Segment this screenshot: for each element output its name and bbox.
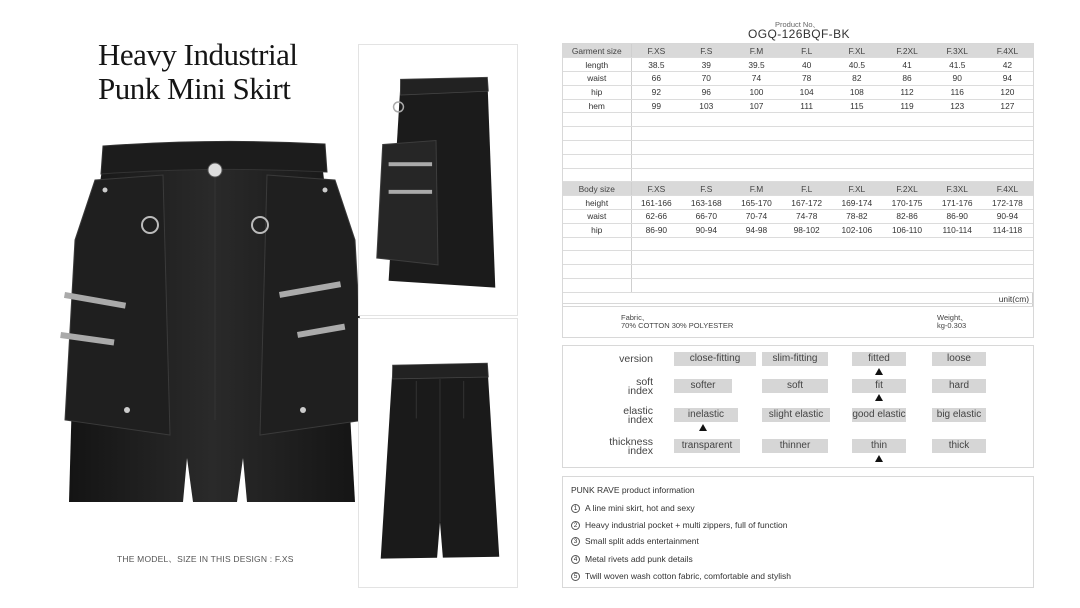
table-cell: 41 [882, 58, 932, 72]
selected-arrow-icon [699, 424, 707, 431]
table-cell: 116 [932, 85, 982, 99]
product-title [98, 38, 338, 106]
table-cell: 112 [882, 85, 932, 99]
fabric-value: 70% COTTON 30% POLYESTER [621, 321, 734, 330]
table-cell: 70-74 [731, 210, 781, 224]
table-cell: 127 [982, 99, 1032, 113]
model-size-note: THE MODEL、SIZE IN THIS DESIGN : F.XS [117, 554, 294, 564]
table-cell: 92 [631, 85, 681, 99]
table-cell: 111 [782, 99, 832, 113]
table-cell: waist [563, 72, 631, 86]
empty-row [563, 141, 1033, 155]
attr-label-soft: soft index [627, 376, 653, 397]
table-row [563, 223, 1033, 237]
table-cell: 102-106 [832, 223, 882, 237]
table-cell: 82 [832, 72, 882, 86]
info-title: PUNK RAVE product information [571, 485, 695, 495]
table-header-cell: F.4XL [982, 182, 1032, 196]
table-cell: 94-98 [731, 223, 781, 237]
table-header-cell: F.2XL [882, 44, 932, 58]
table-cell: hip [563, 85, 631, 99]
body-header-row [563, 182, 1033, 196]
table-cell: 62-66 [631, 210, 681, 224]
table-header-cell: F.M [731, 44, 781, 58]
garment-size-table [563, 44, 1033, 306]
list-item [571, 571, 791, 581]
table-header-cell: F.L [782, 44, 832, 58]
table-header-cell: F.L [782, 182, 832, 196]
table-cell: 167-172 [782, 196, 832, 210]
table-cell: 110-114 [932, 223, 982, 237]
table-cell: 42 [982, 58, 1032, 72]
attr-option: slight elastic [762, 408, 830, 422]
table-cell: 165-170 [731, 196, 781, 210]
table-cell: length [563, 58, 631, 72]
table-row [563, 210, 1033, 224]
info-item-text: Heavy industrial pocket + multi zippers, full of function [585, 520, 788, 530]
attr-option: transparent [674, 439, 740, 453]
garment-header-row [563, 44, 1033, 58]
skirt-side-image [359, 45, 517, 315]
list-item [571, 520, 787, 530]
table-header-cell: F.XS [631, 44, 681, 58]
table-cell: 78-82 [832, 210, 882, 224]
table-header-cell: F.4XL [982, 44, 1032, 58]
table-cell: 96 [681, 85, 731, 99]
number-circle-icon: 3 [571, 537, 580, 546]
table-header-cell: F.M [731, 182, 781, 196]
table-cell: 82-86 [882, 210, 932, 224]
table-cell: 41.5 [932, 58, 982, 72]
table-cell: 163-168 [681, 196, 731, 210]
table-cell: 99 [631, 99, 681, 113]
table-cell: 171-176 [932, 196, 982, 210]
weight-value: kg-0.303 [937, 321, 967, 330]
attr-option: big elastic [932, 408, 986, 422]
info-item-text: A line mini skirt, hot and sexy [585, 503, 695, 513]
table-cell: 86-90 [932, 210, 982, 224]
table-header-cell: F.XL [832, 182, 882, 196]
table-row [563, 196, 1033, 210]
table-cell: 86 [882, 72, 932, 86]
table-header-cell: Garment size [563, 44, 631, 58]
empty-row [563, 251, 1033, 265]
number-circle-icon: 2 [571, 521, 580, 530]
attribute-indices [562, 345, 1034, 468]
table-cell: hip [563, 223, 631, 237]
product-info [562, 476, 1034, 588]
table-cell: 40 [782, 58, 832, 72]
attr-option: good elastic [852, 409, 906, 420]
table-cell: 39.5 [731, 58, 781, 72]
table-row [563, 72, 1033, 86]
table-header-cell: F.XL [832, 44, 882, 58]
attr-option-selected: thin [852, 439, 906, 453]
table-header-cell: F.3XL [932, 182, 982, 196]
attr-option: hard [932, 379, 986, 393]
list-item [571, 503, 695, 513]
table-cell: 100 [731, 85, 781, 99]
table-cell: 90-94 [982, 210, 1032, 224]
attr-option-selected: fitted [852, 352, 906, 366]
title-line-2: Punk Mini Skirt [98, 71, 291, 106]
table-cell: 39 [681, 58, 731, 72]
table-cell: 66-70 [681, 210, 731, 224]
empty-row [563, 237, 1033, 251]
unit-label: unit(cm) [563, 292, 1033, 306]
table-cell: 172-178 [982, 196, 1032, 210]
table-cell: 120 [982, 85, 1032, 99]
empty-row [563, 127, 1033, 141]
info-item-text: Small split adds entertainment [585, 536, 699, 546]
number-circle-icon: 5 [571, 572, 580, 581]
table-cell: 114-118 [982, 223, 1032, 237]
table-cell: 106-110 [882, 223, 932, 237]
table-cell: height [563, 196, 631, 210]
table-cell: 104 [782, 85, 832, 99]
table-cell: 98-102 [782, 223, 832, 237]
table-cell: 70 [681, 72, 731, 86]
table-cell: 78 [782, 72, 832, 86]
attr-option: close-fitting [674, 352, 756, 366]
table-cell: 169-174 [832, 196, 882, 210]
table-cell: 38.5 [631, 58, 681, 72]
fabric-info [562, 303, 1034, 338]
attr-option-selected: inelastic [674, 408, 738, 422]
info-item-text: Metal rivets add punk details [585, 554, 693, 564]
table-cell: 119 [882, 99, 932, 113]
table-header-cell: F.S [681, 182, 731, 196]
side-view-panel [358, 44, 518, 316]
attr-option: slim-fitting [762, 352, 828, 366]
table-row [563, 58, 1033, 72]
empty-row [563, 265, 1033, 279]
table-cell: waist [563, 210, 631, 224]
table-cell: 103 [681, 99, 731, 113]
number-circle-icon: 4 [571, 555, 580, 564]
table-cell: 86-90 [631, 223, 681, 237]
product-number-label: Product No、 [775, 20, 821, 29]
table-cell: 123 [932, 99, 982, 113]
list-item [571, 536, 699, 546]
attr-option: thick [932, 439, 986, 453]
table-cell: 161-166 [631, 196, 681, 210]
table-cell: 74-78 [782, 210, 832, 224]
fabric-label: Fabric、 [621, 313, 650, 322]
selected-arrow-icon [875, 368, 883, 375]
back-view-panel [358, 318, 518, 588]
table-cell: 170-175 [882, 196, 932, 210]
product-number: OGQ-126BQF-BK [748, 27, 850, 41]
table-header-cell: F.2XL [882, 182, 932, 196]
attr-label-version: version [619, 353, 653, 365]
title-line-1: Heavy Industrial [98, 37, 298, 72]
table-cell: 90 [932, 72, 982, 86]
selected-arrow-icon [875, 455, 883, 462]
attr-option: softer [674, 379, 732, 393]
attr-option-selected: fit [852, 379, 906, 393]
attr-label-thickness: thickness index [609, 436, 653, 457]
table-header-cell: F.XS [631, 182, 681, 196]
weight-label: Weight、 [937, 313, 968, 322]
skirt-front-image [55, 120, 375, 532]
attr-label-elastic: elastic index [623, 405, 653, 426]
number-circle-icon: 1 [571, 504, 580, 513]
info-item-text: Twill woven wash cotton fabric, comfortable and stylish [585, 571, 791, 581]
empty-row [563, 168, 1033, 182]
table-cell: 40.5 [832, 58, 882, 72]
table-cell: 108 [832, 85, 882, 99]
attr-option: loose [932, 352, 986, 366]
table-cell: 66 [631, 72, 681, 86]
empty-row [563, 279, 1033, 293]
table-header-cell: F.3XL [932, 44, 982, 58]
table-cell: hem [563, 99, 631, 113]
table-header-cell: Body size [563, 182, 631, 196]
table-header-cell: F.S [681, 44, 731, 58]
selected-arrow-icon [875, 394, 883, 401]
table-row [563, 85, 1033, 99]
empty-row [563, 113, 1033, 127]
table-cell: 90-94 [681, 223, 731, 237]
empty-row [563, 154, 1033, 168]
table-row [563, 99, 1033, 113]
attr-option: thinner [762, 439, 828, 453]
attr-option: soft [762, 379, 828, 393]
table-cell: 107 [731, 99, 781, 113]
table-cell: 94 [982, 72, 1032, 86]
table-cell: 115 [832, 99, 882, 113]
size-chart [562, 43, 1034, 307]
table-cell: 74 [731, 72, 781, 86]
skirt-back-image [359, 319, 517, 587]
list-item [571, 554, 693, 564]
